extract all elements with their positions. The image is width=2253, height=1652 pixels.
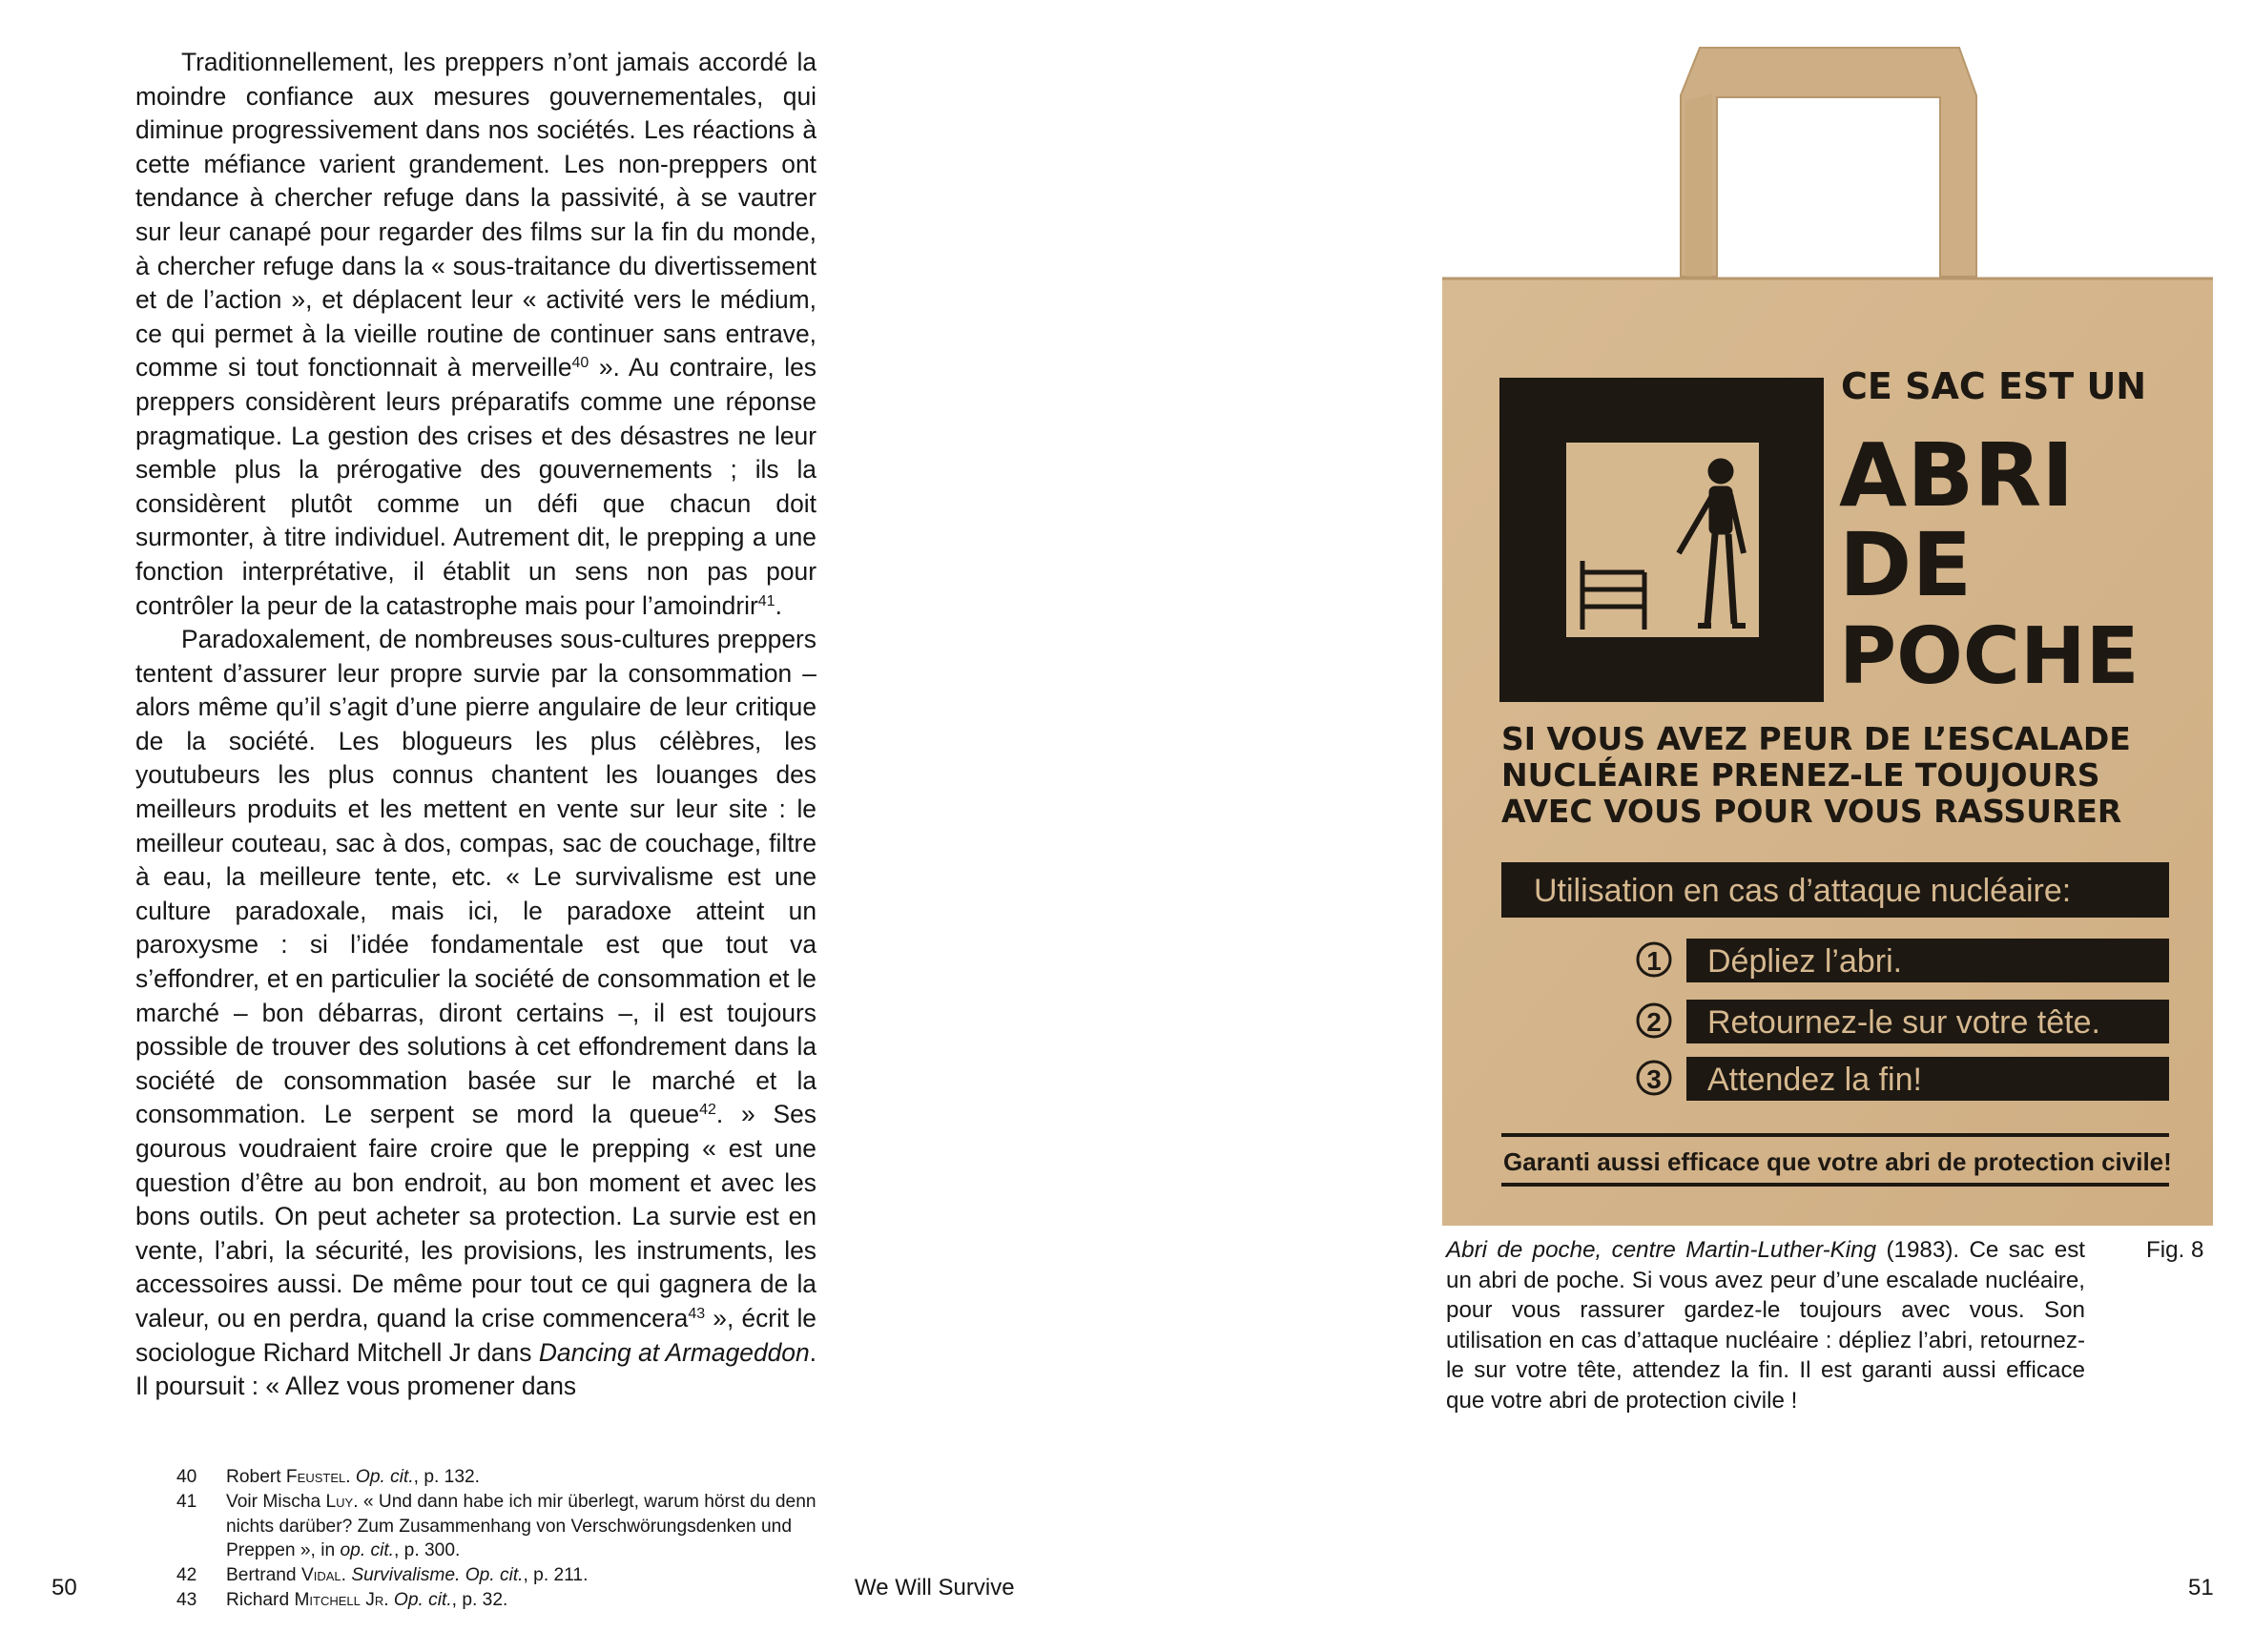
footnote-ref-43[interactable]: 43	[688, 1305, 706, 1322]
footnotes	[176, 1465, 817, 1613]
footnote-ref-40[interactable]: 40	[571, 355, 589, 372]
bag-headline-poche: POCHE	[1839, 611, 2139, 702]
figure-caption: Abri de poche, centre Martin-Luther-King (1983). Ce sac est un abri de poche. Si vous avez peur d’une escalade nucléaire, pour vous rassurer gardez-le toujours avec vous. Son utilisation en cas d’attaque nucléaire : dépliez l’abri, retournez-le sur votre tête, attendez la fin. Il est garanti aussi efficace que votre abri de protection civile !	[1446, 1237, 2086, 1414]
svg-text:Dépliez l’abri.: Dépliez l’abri.	[1707, 943, 1903, 980]
figure-label: Fig. 8	[2146, 1237, 2204, 1263]
footnote-43: 43 Richard Mitchell Jr. Op. cit., p. 32.	[176, 1589, 508, 1610]
svg-text:Attendez la fin!: Attendez la fin!	[1707, 1062, 1922, 1098]
page-number-right: 51	[2188, 1575, 2214, 1600]
svg-text:1: 1	[1646, 946, 1662, 976]
page-number-left: 50	[52, 1575, 77, 1600]
footnote-41: 41 Voir Mischa Luy. « Und dann habe ich mir überlegt, warum hörst du denn nichts darüber? Zum Zusammenhang von Verschwörungsdenken und Preppen », in op. cit., p. 300.	[176, 1491, 816, 1561]
bag-step-1	[1638, 939, 2169, 982]
svg-text:3: 3	[1646, 1064, 1662, 1094]
footnote-ref-41[interactable]: 41	[757, 592, 775, 609]
svg-text:2: 2	[1646, 1007, 1662, 1037]
paper-bag-image	[1442, 38, 2213, 1229]
bag-step-2	[1638, 1000, 2169, 1043]
paragraph-2: Paradoxalement, de nombreuses sous-cultures preppers tentent d’assurer leur propre survie par la consommation – alors même qu’il s’agit d’une pierre angulaire de leur critique de la société. Les blogueurs les plus célèbres, les youtubeurs les plus connus chantent les louanges des meilleurs produits et les mettent en vente sur leur site : le meilleur couteau, sac à dos, compas, sac de couchage, filtre à eau, la meilleure tente, etc. « Le survivalisme est une culture paradoxale, mais ici, le paradoxe atteint un paroxysme : si l’idée fondamentale est que tout va s’effondrer, et en particulier la société de consommation et le marché – bon débarras, diront certains –, il est toujours possible de trouver des solutions à cet effondrement dans la société de consommation basée sur le marché et la consommation. Le serpent se mord la queue$^{42}$. » Ses gourous voudraient faire croire que le prepping « est une question d’être au bon endroit, au bon moment et avec les bons outils. On peut acheter sa protection. La survie est en vente, l’abri, la sécurité, les provisions, les instruments, les accessoires aussi. De même pour tout ce qui gagnera de la valeur, ou en perdra, quand la crise commencera$^{43}$ », écrit le sociologue Richard Mitchell Jr dans Dancing at Armageddon. Il poursuit : « Allez vous promener dans	[135, 625, 816, 1401]
book-title: Dancing at Armageddon	[538, 1337, 810, 1367]
svg-text:Retournez-le sur votre tête.: Retournez-le sur votre tête.	[1707, 1004, 2100, 1041]
bag-slogan-line-1: SI VOUS AVEZ PEUR DE L’ESCALADE	[1501, 720, 2131, 757]
running-title: We Will Survive	[855, 1575, 1015, 1600]
body-text	[135, 46, 816, 1404]
bag-slogan-line-3: AVEC VOUS POUR VOUS RASSURER	[1501, 793, 2122, 830]
footnote-ref-42[interactable]: 42	[699, 1102, 716, 1119]
bag-guarantee: Garanti aussi efficace que votre abri de protection civile!	[1503, 1147, 2172, 1176]
bag-step-3	[1638, 1057, 2169, 1101]
bag-slogan-line-2: NUCLÉAIRE PRENEZ-LE TOUJOURS	[1501, 756, 2100, 794]
bag-handle	[1681, 48, 1976, 277]
bag-headline-abri: ABRI	[1839, 424, 2075, 527]
bag-usage-title: Utilisation en cas d’attaque nucléaire:	[1534, 873, 2072, 909]
paper-bag-figure	[1442, 38, 2213, 1229]
bag-headline-de: DE	[1839, 514, 1973, 616]
bag-headline-small: CE SAC EST UN	[1841, 365, 2147, 407]
paragraph-1: Traditionnellement, les preppers n’ont jamais accordé la moindre confiance aux mesures gouvernementales, qui diminue progressivement dans nos sociétés. Les réactions à cette méfiance varient grandement. Les non-preppers ont tendance à chercher refuge dans la passivité, à se vautrer sur leur canapé pour regarder des films sur la fin du monde, à chercher refuge dans la « sous-traitance du divertissement et de l’action », et déplacent leur « activité vers le médium, ce qui permet à la vieille routine de continuer sans entrave, comme si tout fonctionnait à merveille$^{40}$ ». Au contraire, les preppers considèrent leurs préparatifs comme une réponse pragmatique. La gestion des crises et des désastres ne leur semble plus la prérogative des gouvernements ; ils la considèrent plutôt comme un défi que chacun doit surmonter, à titre individuel. Autrement dit, le prepping a une fonction interprétative, il établit un sens non pas pour contrôler la peur de la catastrophe mais pour l’amoindrir$^{41}$.	[135, 48, 816, 620]
footnote-40: 40 Robert Feustel. Op. cit., p. 132.	[176, 1467, 481, 1487]
footnote-42: 42 Bertrand Vidal. Survivalisme. Op. cit., p. 211.	[176, 1565, 589, 1586]
